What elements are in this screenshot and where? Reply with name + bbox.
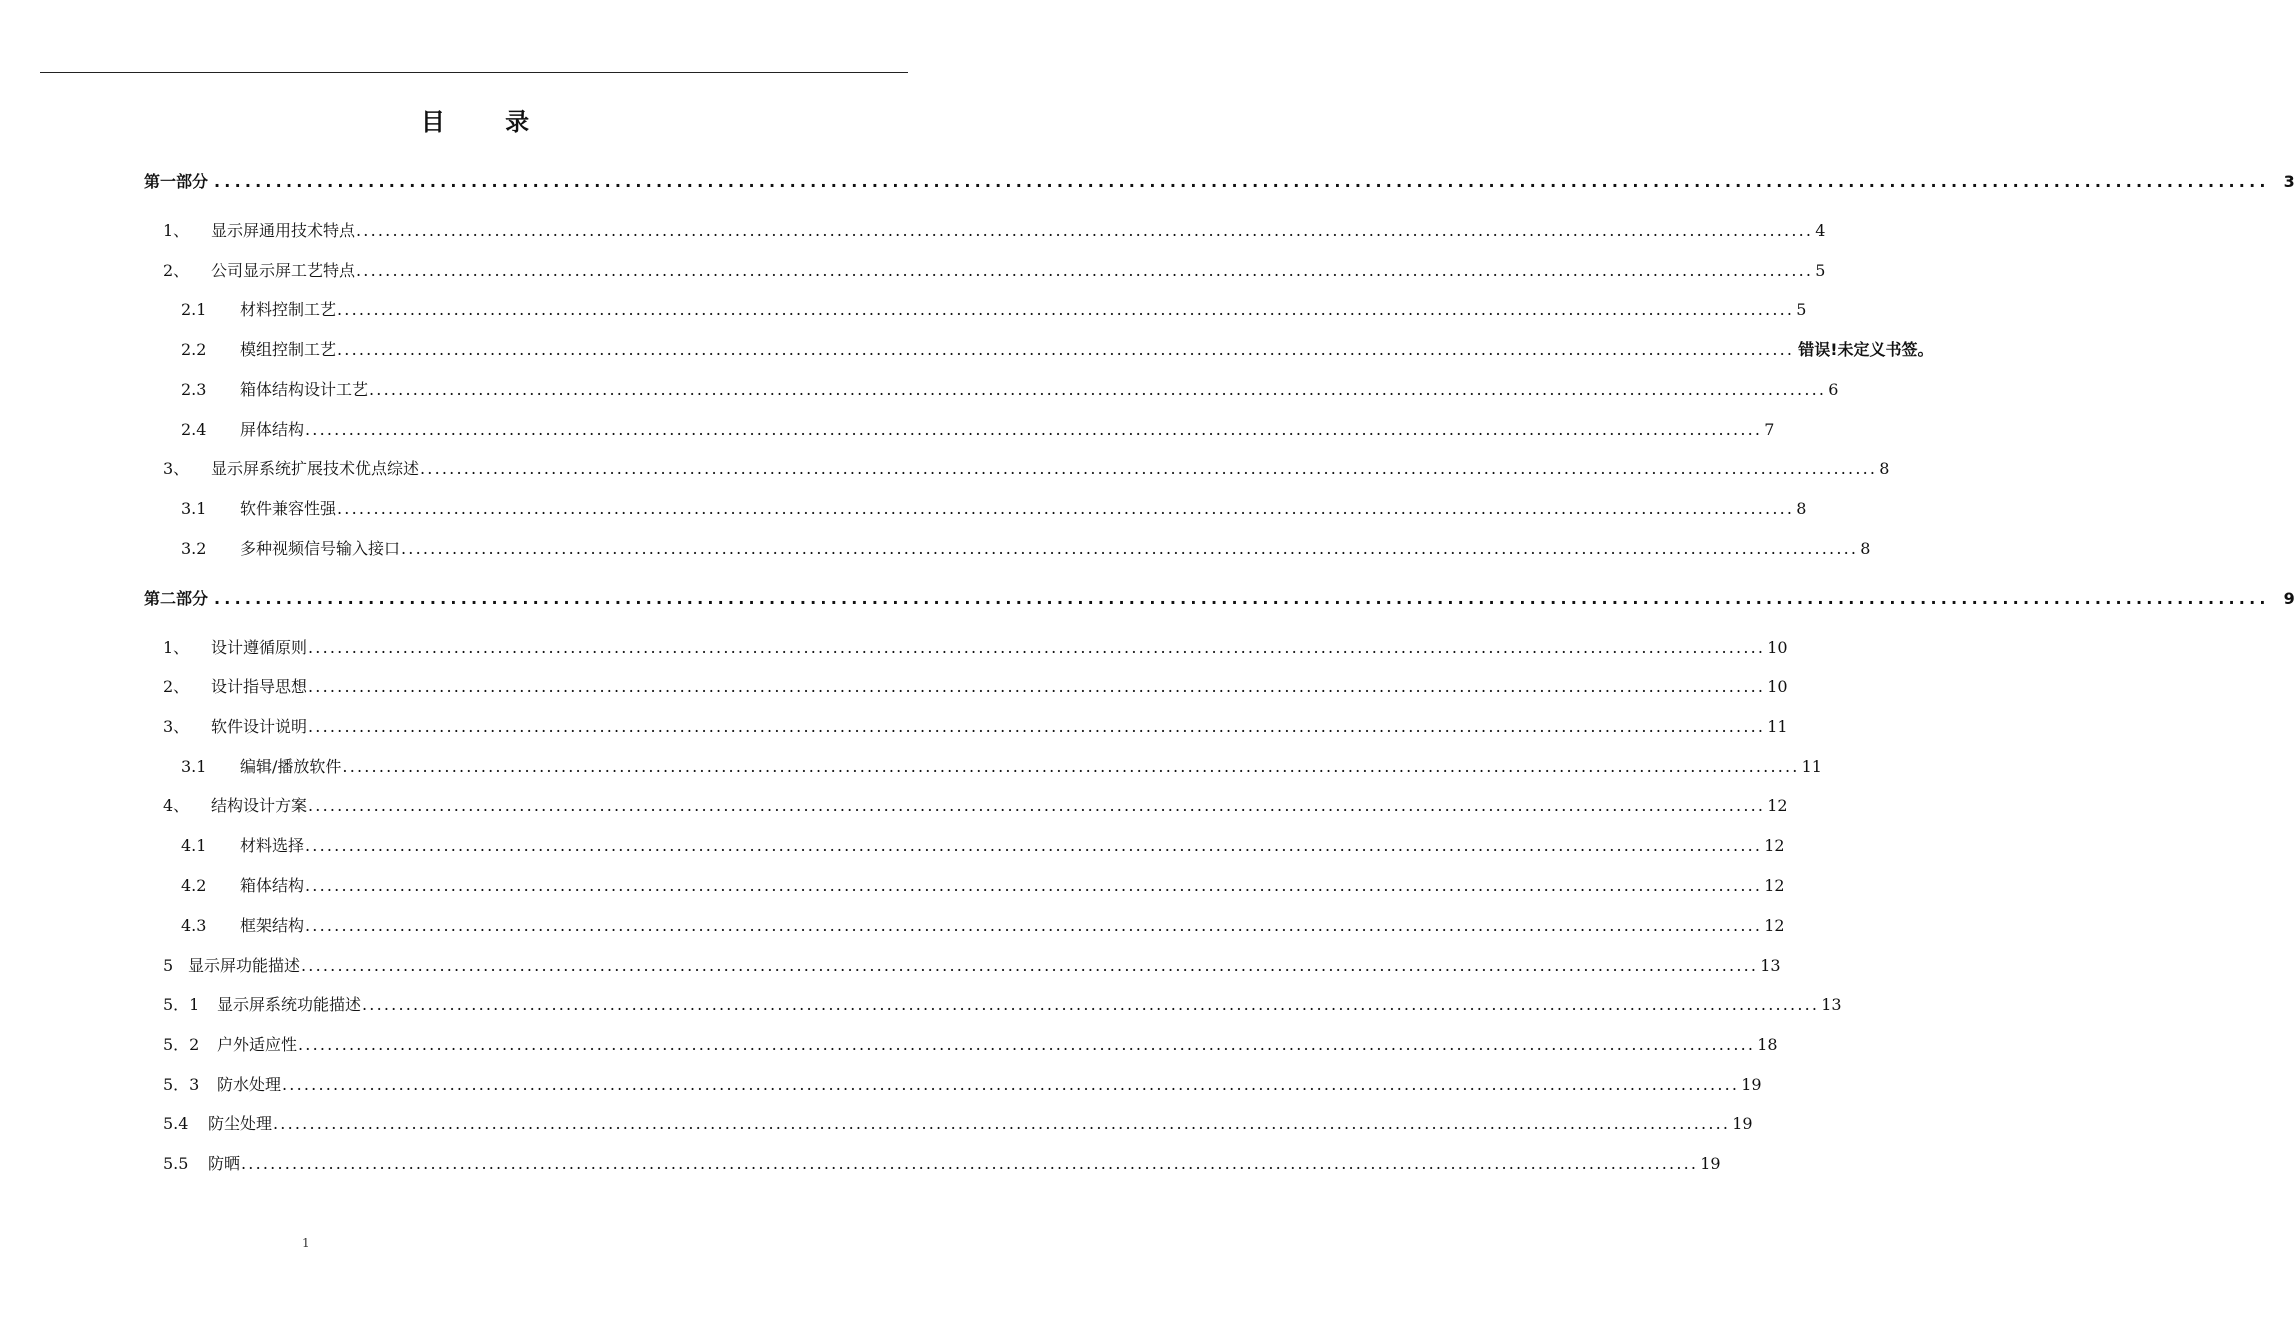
- toc-entry-label: 编辑/播放软件: [240, 757, 342, 776]
- toc-leader-dots: ........................................................................................................................................................................................................: [241, 1154, 1699, 1173]
- toc-entry[interactable]: [181, 418, 1775, 442]
- toc-entry[interactable]: [163, 636, 1788, 660]
- toc-entry[interactable]: [163, 457, 1890, 481]
- toc-leader-dots: ........................................................................................................................................................................................................: [301, 956, 1759, 975]
- toc-leader-dots: ........................................................................................................................................................................................................: [342, 757, 1800, 776]
- toc-entry[interactable]: [163, 675, 1788, 699]
- toc-entry[interactable]: [181, 378, 1839, 402]
- toc-entry-label: 公司显示屏工艺特点: [211, 261, 356, 280]
- toc-entry-label: 第一部分: [144, 172, 209, 191]
- toc-leader-dots: ........................................................................................................................................................................................................: [305, 420, 1763, 439]
- toc-entry-page: 10: [1767, 638, 1788, 657]
- toc-entry-number: 2.4: [181, 420, 207, 439]
- toc-entry[interactable]: [163, 993, 1842, 1017]
- toc-leader-dots: ........................................................................................................................................................................................................: [308, 796, 1766, 815]
- toc-entry-label: 显示屏通用技术特点: [211, 221, 356, 240]
- toc-leader-dots: ........................................................................................................................................................................................................: [308, 638, 1766, 657]
- toc-entry-page: 4: [1815, 221, 1826, 240]
- toc-leader-dots: ........................................................................................................................................................................................................: [356, 221, 1814, 240]
- toc-entry[interactable]: [163, 1152, 1721, 1176]
- toc-entry-number: 3、: [163, 459, 190, 478]
- toc-entry[interactable]: [163, 954, 1781, 978]
- toc-entry-number: 4.1: [181, 836, 207, 855]
- toc-entry-page: 8: [1796, 499, 1807, 518]
- toc-entry-page: 13: [1821, 995, 1842, 1014]
- toc-entry-number: 5．3: [163, 1075, 200, 1094]
- toc-entry-number: 1、: [163, 221, 190, 240]
- toc-entry[interactable]: [163, 1073, 1762, 1097]
- toc-entry-page: 8: [1860, 539, 1871, 558]
- toc-entry-number: 3、: [163, 717, 190, 736]
- toc-leader-dots: ........................................................................................................................................................................................................: [305, 916, 1763, 935]
- toc-entry-label: 材料选择: [240, 836, 305, 855]
- toc-entry-page: 12: [1764, 876, 1785, 895]
- toc-entry-number: 3.1: [181, 757, 207, 776]
- toc-entry[interactable]: [163, 259, 1826, 283]
- toc-entry[interactable]: [181, 874, 1785, 898]
- toc-entry-label: 框架结构: [240, 916, 305, 935]
- toc-leader-dots: ........................................................................................................................................................................................................: [305, 836, 1763, 855]
- toc-entry[interactable]: [181, 537, 1871, 561]
- toc-entry-number: 4、: [163, 796, 190, 815]
- toc-leader-dots: ........................................................................................................................................................................................................: [305, 876, 1763, 895]
- toc-entry-number: 3.1: [181, 499, 207, 518]
- toc-entry-part-1[interactable]: [144, 170, 2295, 194]
- toc-entry-part-2[interactable]: [144, 587, 2295, 611]
- toc-leader-dots: ........................................................................................................................................................................................................: [214, 172, 2270, 191]
- toc-leader-dots: ........................................................................................................................................................................................................: [337, 300, 1795, 319]
- toc-entry-number: 3.2: [181, 539, 207, 558]
- toc-leader-dots: ........................................................................................................................................................................................................: [308, 717, 1766, 736]
- toc-leader-dots: ........................................................................................................................................................................................................: [214, 589, 2270, 608]
- toc-entry-label: 软件设计说明: [211, 717, 308, 736]
- toc-entry[interactable]: [181, 914, 1785, 938]
- toc-entry-number: 5．2: [163, 1035, 200, 1054]
- toc-entry[interactable]: [163, 794, 1788, 818]
- toc-entry-page: 12: [1764, 836, 1785, 855]
- toc-entry-label: 设计指导思想: [211, 677, 308, 696]
- toc-entry-label: 防尘处理: [208, 1114, 273, 1133]
- toc-entry-number: 1、: [163, 638, 190, 657]
- toc-entry-label: 模组控制工艺: [240, 340, 337, 359]
- toc-entry-label: 材料控制工艺: [240, 300, 337, 319]
- toc-entry-page: 12: [1764, 916, 1785, 935]
- toc-entry-page: 18: [1757, 1035, 1778, 1054]
- toc-entry-number: 2.2: [181, 340, 207, 359]
- toc-entry-number: 5．1: [163, 995, 200, 1014]
- toc-entry-page: 19: [1732, 1114, 1753, 1133]
- toc-entry-number: 5: [163, 956, 174, 975]
- toc-entry-number: 2、: [163, 261, 190, 280]
- toc-entry-page: 7: [1764, 420, 1775, 439]
- toc-entry-label: 显示屏系统扩展技术优点综述: [211, 459, 420, 478]
- toc-entry[interactable]: [181, 834, 1785, 858]
- toc-entry-page: 13: [1760, 956, 1781, 975]
- toc-entry-number: 4.2: [181, 876, 207, 895]
- toc-entry[interactable]: [181, 338, 1934, 362]
- toc-leader-dots: ........................................................................................................................................................................................................: [308, 677, 1766, 696]
- toc-entry-label: 软件兼容性强: [240, 499, 337, 518]
- toc-entry[interactable]: [163, 1033, 1778, 1057]
- header-rule: [40, 72, 908, 73]
- toc-leader-dots: ........................................................................................................................................................................................................: [282, 1075, 1740, 1094]
- toc-entry[interactable]: [163, 715, 1788, 739]
- toc-leader-dots: ........................................................................................................................................................................................................: [337, 499, 1795, 518]
- toc-entry-label: 设计遵循原则: [211, 638, 308, 657]
- toc-entry-number: 5.4: [163, 1114, 189, 1133]
- toc-leader-dots: ........................................................................................................................................................................................................: [401, 539, 1859, 558]
- toc-entry-page: 19: [1700, 1154, 1721, 1173]
- toc-entry-label: 结构设计方案: [211, 796, 308, 815]
- toc-leader-dots: ........................................................................................................................................................................................................: [337, 340, 1795, 359]
- toc-entry[interactable]: [181, 497, 1807, 521]
- page-number: 1: [302, 1236, 310, 1250]
- toc-entry-label: 显示屏功能描述: [188, 956, 301, 975]
- toc-entry-page: 3: [2283, 172, 2295, 191]
- toc-entry-label: 多种视频信号输入接口: [240, 539, 401, 558]
- toc-entry-page: 11: [1801, 757, 1822, 776]
- toc-entry-page: 5: [1796, 300, 1807, 319]
- toc-entry-page: 6: [1828, 380, 1839, 399]
- toc-leader-dots: ........................................................................................................................................................................................................: [298, 1035, 1756, 1054]
- toc-entry-number: 2、: [163, 677, 190, 696]
- toc-entry[interactable]: [163, 1112, 1753, 1136]
- toc-entry[interactable]: [181, 755, 1822, 779]
- toc-entry-page: 8: [1879, 459, 1890, 478]
- toc-entry-label: 防水处理: [217, 1075, 282, 1094]
- toc-entry-page: 5: [1815, 261, 1826, 280]
- toc-entry-page: 9: [2283, 589, 2295, 608]
- toc-entry-label: 箱体结构设计工艺: [240, 380, 369, 399]
- toc-leader-dots: ........................................................................................................................................................................................................: [420, 459, 1878, 478]
- toc-entry-label: 第二部分: [144, 589, 209, 608]
- toc-entry-page: 12: [1767, 796, 1788, 815]
- toc-title: 目 录: [420, 108, 556, 136]
- toc-entry-number: 5.5: [163, 1154, 189, 1173]
- toc-entry[interactable]: [181, 298, 1807, 322]
- toc-entry-label: 户外适应性: [217, 1035, 298, 1054]
- toc-entry-page: 19: [1741, 1075, 1762, 1094]
- toc-entry[interactable]: [163, 219, 1826, 243]
- toc-entry-page: 10: [1767, 677, 1788, 696]
- toc-leader-dots: ........................................................................................................................................................................................................: [362, 995, 1820, 1014]
- toc-entry-label: 箱体结构: [240, 876, 305, 895]
- toc-entry-label: 屏体结构: [240, 420, 305, 439]
- toc-entry-page: 11: [1767, 717, 1788, 736]
- toc-leader-dots: ........................................................................................................................................................................................................: [273, 1114, 1731, 1133]
- toc-leader-dots: ........................................................................................................................................................................................................: [369, 380, 1827, 399]
- toc-entry-number: 4.3: [181, 916, 207, 935]
- toc-entry-page-error: 错误!未定义书签。: [1798, 340, 1934, 359]
- toc-entry-label: 防晒: [208, 1154, 241, 1173]
- toc-entry-number: 2.3: [181, 380, 207, 399]
- toc-entry-number: 2.1: [181, 300, 207, 319]
- toc-leader-dots: ........................................................................................................................................................................................................: [356, 261, 1814, 280]
- toc-entry-label: 显示屏系统功能描述: [217, 995, 362, 1014]
